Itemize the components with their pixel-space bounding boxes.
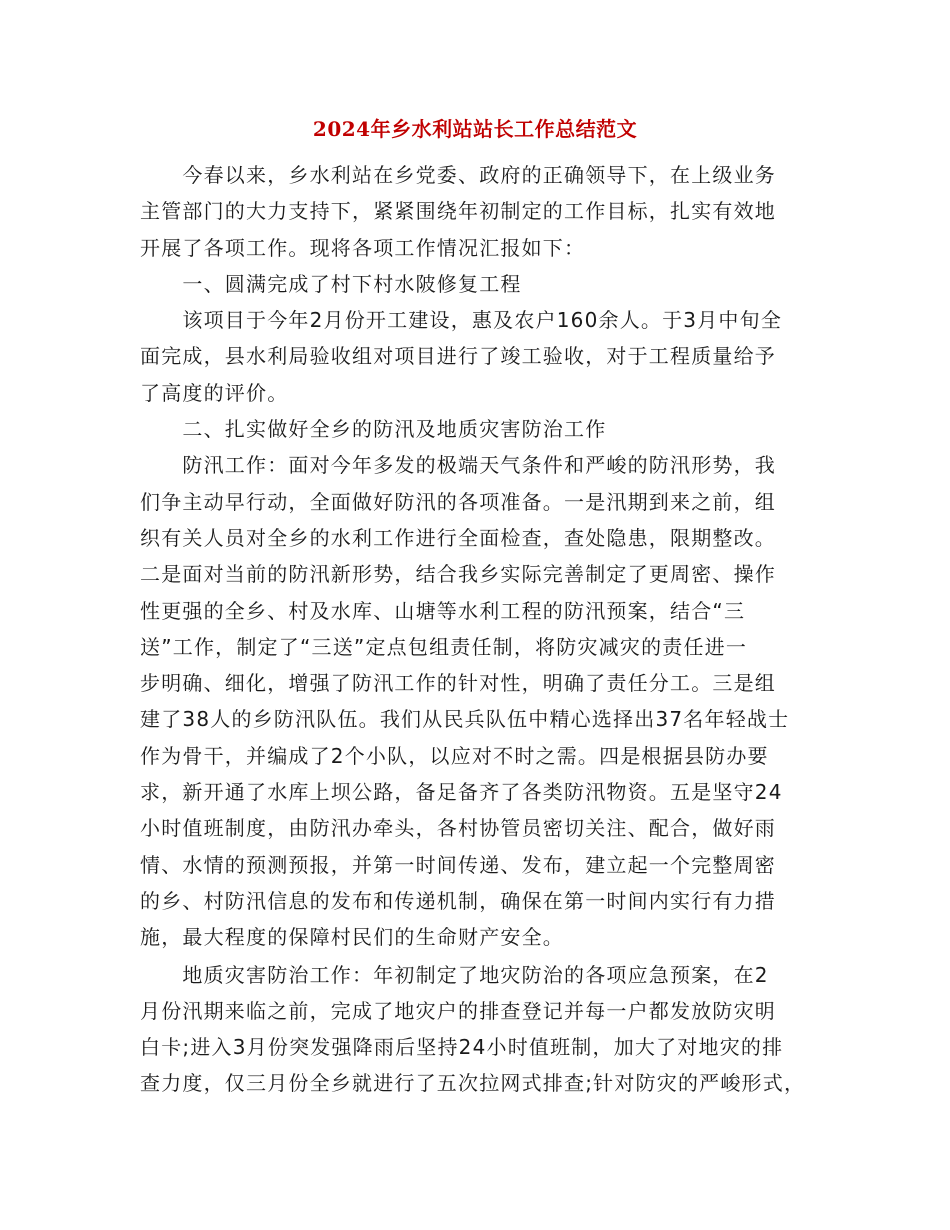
document-title: 2024年乡水利站站长工作总结范文 <box>312 117 638 141</box>
body-line: 查力度，仅三月份全乡就进行了五次拉网式排查;针对防灾的严峻形式， <box>140 1071 806 1096</box>
section-heading: 二、扎实做好全乡的防汛及地质灾害防治工作 <box>140 417 607 442</box>
body-line: 小时值班制度，由防汛办牵头，各村协管员密切关注、配合，做好雨 <box>140 816 776 841</box>
body-line: 步明确、细化，增强了防汛工作的针对性，明确了责任分工。三是组 <box>140 671 776 696</box>
document-body <box>140 157 820 1102</box>
body-line: 主管部门的大力支持下，紧紧围绕年初制定的工作目标，扎实有效地 <box>140 199 776 224</box>
body-line: 的乡、村防汛信息的发布和传递机制，确保在第一时间内实行有力措 <box>140 888 776 913</box>
body-line: 求，新开通了水库上坝公路，备足备齐了各类防汛物资。五是坚守24 <box>140 780 783 805</box>
body-line: 织有关人员对全乡的水利工作进行全面检查，查处隐患，限期整改。 <box>140 525 776 550</box>
body-line: 开展了各项工作。现将各项工作情况汇报如下： <box>140 235 586 260</box>
body-line: 白卡;进入3月份突发强降雨后坚持24小时值班制，加大了对地灾的排 <box>140 1035 784 1060</box>
body-line: 月份汛期来临之前，完成了地灾户的排查登记并每一户都发放防灾明 <box>140 998 776 1023</box>
body-line: 建了38人的乡防汛队伍。我们从民兵队伍中精心选择出37名年轻战士 <box>140 707 790 732</box>
body-line: 地质灾害防治工作：年初制定了地灾防治的各项应急预案，在2 <box>140 962 769 987</box>
body-line: 了高度的评价。 <box>140 380 289 405</box>
body-line: 性更强的全乡、村及水库、山塘等水利工程的防汛预案，结合“三 <box>140 598 746 623</box>
section-heading: 一、圆满完成了村下村水陂修复工程 <box>140 271 522 296</box>
body-line: 施，最大程度的保障村民们的生命财产安全。 <box>140 925 564 950</box>
body-line: 防汛工作：面对今年多发的极端天气条件和严峻的防汛形势，我 <box>140 453 776 478</box>
body-line: 今春以来，乡水利站在乡党委、政府的正确领导下，在上级业务 <box>140 163 776 187</box>
body-line: 该项目于今年2月份开工建设，惠及农户160余人。于3月中旬全 <box>140 308 783 333</box>
body-line: 们争主动早行动，全面做好防汛的各项准备。一是汛期到来之前，组 <box>140 489 776 514</box>
body-line: 二是面对当前的防汛新形势，结合我乡实际完善制定了更周密、操作 <box>140 562 776 587</box>
body-line: 作为骨干，并编成了2个小队，以应对不时之需。四是根据县防办要 <box>140 743 769 768</box>
body-line: 送”工作，制定了“三送”定点包组责任制，将防灾减灾的责任进一 <box>140 634 748 659</box>
body-line: 面完成，县水利局验收组对项目进行了竣工验收，对于工程质量给予 <box>140 344 776 369</box>
body-line: 情、水情的预测预报，并第一时间传递、发布，建立起一个完整周密 <box>140 852 776 877</box>
